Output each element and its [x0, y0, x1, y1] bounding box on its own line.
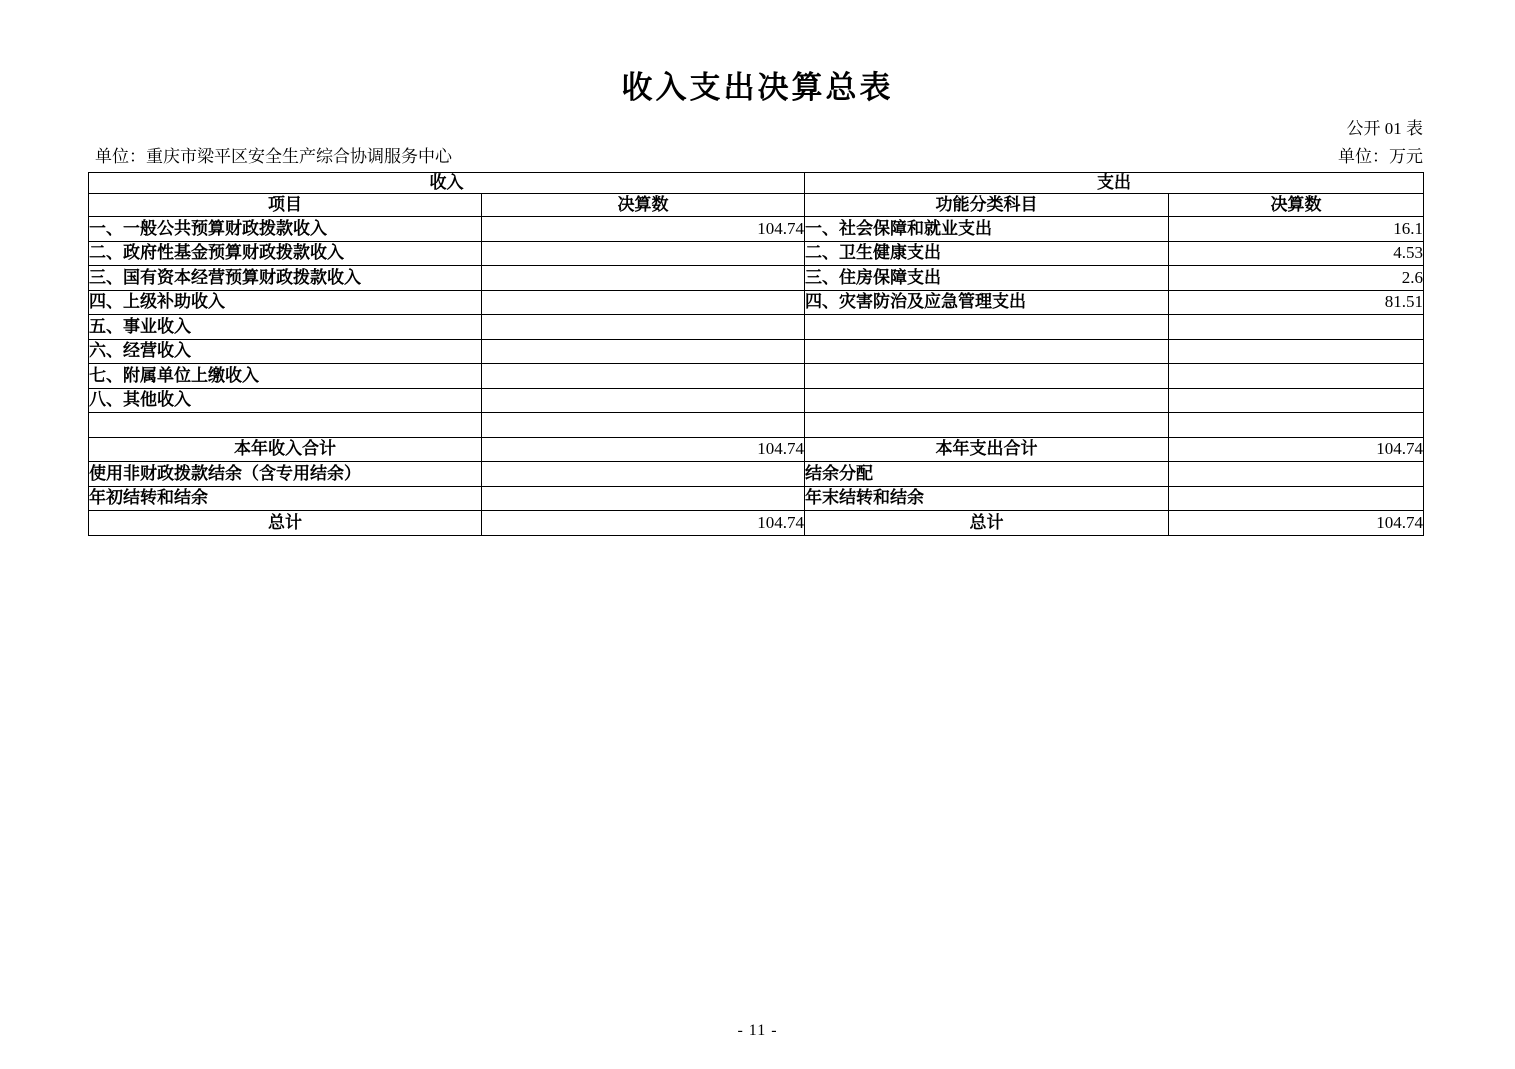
table-row: [89, 511, 1424, 536]
page-title: 收入支出决算总表: [621, 70, 894, 105]
income-section-header: 收入: [89, 173, 805, 194]
income-item-cell: 使用非财政拨款结余（含专用结余）: [89, 462, 482, 487]
income-item-cell: 四、上级补助收入: [89, 290, 482, 315]
income-value-cell: 104.74: [482, 217, 805, 242]
income-value-cell: [482, 339, 805, 364]
expense-item-cell: 三、住房保障支出: [805, 266, 1169, 291]
expense-item-cell: 二、卫生健康支出: [805, 241, 1169, 266]
table-row: [89, 290, 1424, 315]
table-row: [89, 437, 1424, 462]
table-row: [89, 388, 1424, 413]
expense-value-col-header: 决算数: [1169, 194, 1424, 217]
expense-item-col-header: 功能分类科目: [805, 194, 1169, 217]
table-row: [89, 241, 1424, 266]
table-row: [89, 413, 1424, 438]
expense-item-cell: 结余分配: [805, 462, 1169, 487]
table-row: [89, 486, 1424, 511]
table-ref-label: 公开 01 表: [1346, 119, 1423, 138]
income-item-cell: 二、政府性基金预算财政拨款收入: [89, 241, 482, 266]
table-row: [89, 315, 1424, 340]
column-header-row: [89, 194, 1424, 217]
budget-summary-table: [88, 172, 1424, 536]
income-value-cell: [482, 241, 805, 266]
expense-item-cell: [805, 315, 1169, 340]
expense-item-cell: 一、社会保障和就业支出: [805, 217, 1169, 242]
table-row: [89, 339, 1424, 364]
expense-value-cell: 81.51: [1169, 290, 1424, 315]
expense-value-cell: 16.1: [1169, 217, 1424, 242]
expenditure-section-header: 支出: [805, 173, 1424, 194]
expense-item-cell: [805, 413, 1169, 438]
expense-item-cell: 年末结转和结余: [805, 486, 1169, 511]
income-item-cell: 三、国有资本经营预算财政拨款收入: [89, 266, 482, 291]
expense-value-cell: [1169, 364, 1424, 389]
expense-value-cell: [1169, 339, 1424, 364]
expense-item-cell: 本年支出合计: [805, 437, 1169, 462]
income-item-cell: 本年收入合计: [89, 437, 482, 462]
budget-table-body: [89, 217, 1424, 536]
expense-item-cell: 总计: [805, 511, 1169, 536]
expense-item-cell: [805, 388, 1169, 413]
income-item-cell: 七、附属单位上缴收入: [89, 364, 482, 389]
income-item-cell: 八、其他收入: [89, 388, 482, 413]
table-row: [89, 364, 1424, 389]
income-item-cell: 年初结转和结余: [89, 486, 482, 511]
income-value-cell: [482, 486, 805, 511]
expense-value-cell: 104.74: [1169, 437, 1424, 462]
expense-value-cell: 4.53: [1169, 241, 1424, 266]
expense-value-cell: [1169, 315, 1424, 340]
expense-value-cell: [1169, 486, 1424, 511]
income-item-cell: [89, 413, 482, 438]
income-item-cell: 总计: [89, 511, 482, 536]
expense-value-cell: [1169, 388, 1424, 413]
income-item-cell: 五、事业收入: [89, 315, 482, 340]
table-row: [89, 266, 1424, 291]
section-header-row: [89, 173, 1424, 194]
expense-value-cell: [1169, 413, 1424, 438]
income-value-cell: [482, 388, 805, 413]
income-value-cell: [482, 315, 805, 340]
income-item-cell: 六、经营收入: [89, 339, 482, 364]
org-unit-label: 单位：重庆市梁平区安全生产综合协调服务中心: [95, 147, 452, 166]
expense-value-cell: 2.6: [1169, 266, 1424, 291]
income-value-cell: [482, 413, 805, 438]
currency-unit-label: 单位：万元: [1338, 147, 1423, 166]
income-value-cell: 104.74: [482, 437, 805, 462]
table-row: [89, 217, 1424, 242]
expense-value-cell: [1169, 462, 1424, 487]
income-value-cell: [482, 462, 805, 487]
expense-item-cell: 四、灾害防治及应急管理支出: [805, 290, 1169, 315]
expense-item-cell: [805, 339, 1169, 364]
income-value-cell: [482, 364, 805, 389]
income-item-col-header: 项目: [89, 194, 482, 217]
income-item-cell: 一、一般公共预算财政拨款收入: [89, 217, 482, 242]
income-value-cell: [482, 290, 805, 315]
expense-item-cell: [805, 364, 1169, 389]
income-value-cell: 104.74: [482, 511, 805, 536]
page-number: - 11 -: [737, 1022, 778, 1039]
expense-value-cell: 104.74: [1169, 511, 1424, 536]
income-value-col-header: 决算数: [482, 194, 805, 217]
income-value-cell: [482, 266, 805, 291]
table-row: [89, 462, 1424, 487]
